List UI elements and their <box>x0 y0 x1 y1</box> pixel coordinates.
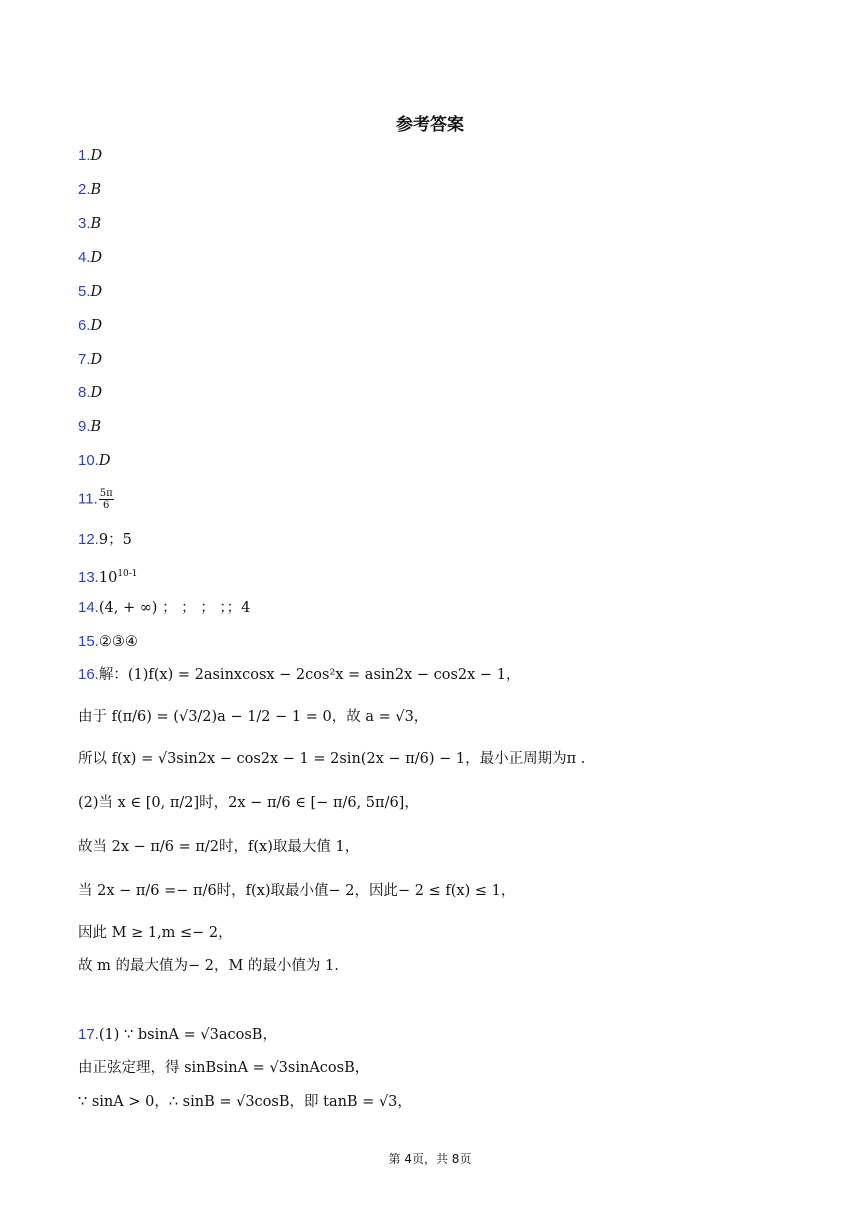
q16-line-8: 故 m 的最大值为− 2，M 的最小值为 1. <box>78 958 339 974</box>
answer-6 <box>78 315 102 337</box>
question-number: 17. <box>78 1026 99 1043</box>
answer-1 <box>78 145 102 167</box>
answer-value: B <box>90 419 102 435</box>
power-exponent: 10-1 <box>117 569 138 579</box>
answer-7 <box>78 349 102 371</box>
q16-line-5: 故当 2x − π/6 = π/2时，f(x)取最大值 1， <box>78 839 360 855</box>
answer-value: D <box>98 453 111 469</box>
answer-14 <box>78 597 250 619</box>
answer-3 <box>78 213 101 235</box>
question-number: 12. <box>78 531 99 548</box>
answer-value: D <box>90 250 103 266</box>
q16-line-4: (2)当 x ∈ [0, π/2]时，2x − π/6 ∈ [− π/6, 5π/6]， <box>78 795 419 811</box>
question-number: 6. <box>78 317 91 334</box>
question-number: 9. <box>78 418 91 435</box>
q16-line-3: 所以 f(x) = √3sin2x − cos2x − 1 = 2sin(2x − π/6) − 1，最小正周期为π . <box>78 751 586 767</box>
solution-text: 解：(1)f(x) = 2asinxcosx − 2cos²x = asin2x − cos2x − 1， <box>98 667 521 683</box>
question-number: 2. <box>78 181 91 198</box>
answer-text: 9；5 <box>98 532 132 548</box>
answer-value: D <box>90 284 103 300</box>
question-number: 15. <box>78 633 99 650</box>
answer-5 <box>78 281 102 303</box>
answer-4 <box>78 247 102 269</box>
answer-value: B <box>90 216 102 232</box>
answer-value: D <box>90 352 103 368</box>
question-number: 8. <box>78 384 91 401</box>
answer-12 <box>78 529 132 551</box>
question-number: 10. <box>78 452 99 469</box>
answer-15 <box>78 631 138 653</box>
answer-text: (4, + ∞) ； ； ； ；；4 <box>98 600 251 616</box>
answer-value: D <box>90 318 103 334</box>
q16-line-6: 当 2x − π/6 =− π/6时，f(x)取最小值− 2，因此− 2 ≤ f(x) ≤ 1， <box>78 883 516 899</box>
q16-line-7: 因此 M ≥ 1,m ≤− 2， <box>78 925 233 941</box>
page-title: 参考答案 <box>396 115 464 135</box>
power-base: 10 <box>98 569 118 586</box>
q17-line-3: ∵ sinA > 0，∴ sinB = √3cosB，即 tanB = √3， <box>78 1094 412 1110</box>
answer-8 <box>78 382 102 404</box>
answer-2 <box>78 179 101 201</box>
answer-value: B <box>90 182 102 198</box>
q16-line-2: 由于 f(π/6) = (√3/2)a − 1/2 − 1 = 0，故 a = √3， <box>78 709 429 725</box>
fraction-numerator: 5π <box>99 488 113 499</box>
page-footer: 第 4页，共 8页 <box>388 1152 472 1166</box>
answer-10 <box>78 450 111 472</box>
q17-line-1 <box>78 1024 277 1046</box>
answer-text: ②③④ <box>98 634 138 650</box>
answer-11 <box>78 488 115 511</box>
question-number: 7. <box>78 351 91 368</box>
answer-9 <box>78 416 101 438</box>
q17-line-2: 由正弦定理，得 sinBsinA = √3sinAcosB， <box>78 1060 370 1076</box>
question-number: 5. <box>78 283 91 300</box>
answer-value: D <box>90 148 103 164</box>
question-number: 4. <box>78 249 91 266</box>
question-number: 1. <box>78 147 91 164</box>
solution-text: (1) ∵ bsinA = √3acosB， <box>98 1027 277 1043</box>
q16-line-1 <box>78 664 520 686</box>
question-number: 16. <box>78 666 99 683</box>
question-number: 11. <box>78 490 98 508</box>
fraction-denominator: 6 <box>103 500 110 511</box>
answer-value: D <box>90 385 103 401</box>
question-number: 13. <box>78 568 99 586</box>
answer-13 <box>78 563 138 589</box>
question-number: 3. <box>78 215 91 232</box>
question-number: 14. <box>78 599 99 616</box>
